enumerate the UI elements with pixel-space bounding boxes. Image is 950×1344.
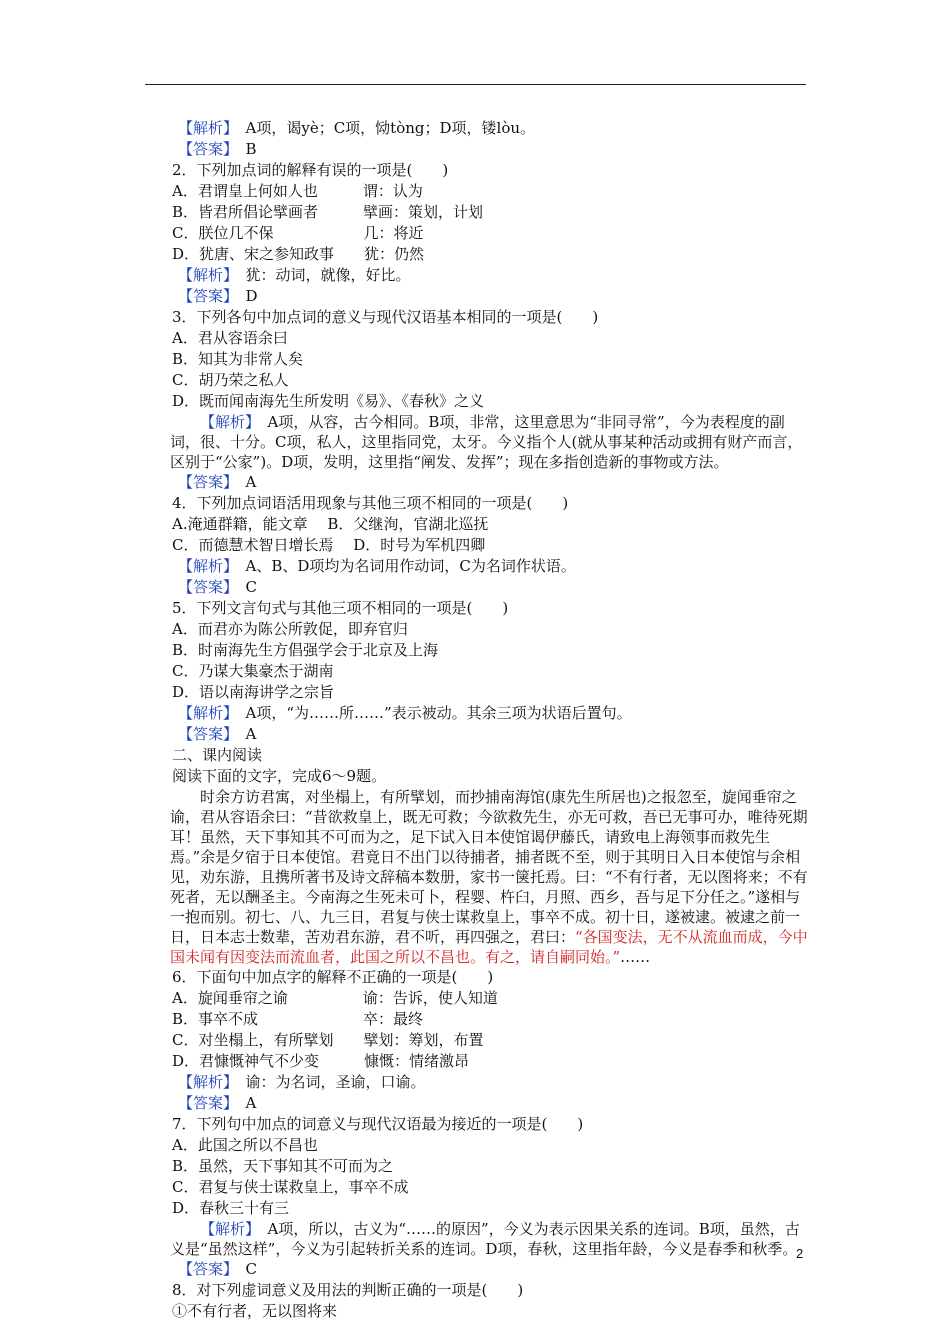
analysis-6: 【解析】 谕：为名词，圣谕，口谕。 bbox=[178, 1073, 426, 1091]
q4-options-ab: A.淹通群籍，能文章 B．父继洵，官湖北巡抚 bbox=[172, 515, 489, 533]
answer-4: 【答案】 C bbox=[178, 578, 257, 596]
analysis-2: 【解析】 犹：动词，就像，好比。 bbox=[178, 266, 411, 284]
q7-option-c: C．君复与侠士谋救皇上，事卒不成 bbox=[172, 1178, 409, 1196]
q6-option-c: C．对坐榻上，有所擘划 擘划：筹划，布置 bbox=[172, 1031, 484, 1049]
q6-option-d: D．君慷慨神气不少变 慷慨：情绪激昂 bbox=[172, 1052, 470, 1070]
reading-passage: 时余方访君寓，对坐榻上，有所擘划，而抄捕南海馆(康先生所居也)之报忽至，旋闻垂帘之谕，君从容语余曰：“昔欲救皇上，既无可救；今欲救先生，亦无可救，吾已无事可办，唯待死期耳！虽然，天下事知其不可而为之，足下试入日本使馆谒伊藤氏，请致电上海领事而救先生焉。”余是夕宿于日本使馆。君竟日不出门以待捕者，捕者既不至，则于其明日入日本使馆与余相见，劝东游，且携所著书及诗文辞稿本数册，家书一箧托焉。曰：“不有行者，无以图将来；不有死者，无以酬圣主。今南海之生死未可卜，程婴、杵臼，月照、西乡，吾与足下分任之。”遂相与一抱而别。初七、八、九三日，君复与侠士谋救皇上，事卒不成。初十日，遂被逮。被逮之前一日，日本志士数辈，苦劝君东游，君不听，再四强之，君曰：“各国变法，无不从流血而成，今中国未闻有因变法而流血者，此国之所以不昌也。有之，请自嗣同始。”…… bbox=[170, 788, 808, 966]
question-4: 4．下列加点词语活用现象与其他三项不相同的一项是( ) bbox=[172, 494, 569, 512]
question-2: 2．下列加点词的解释有误的一项是( ) bbox=[172, 161, 449, 179]
reading-instruction: 阅读下面的文字，完成6～9题。 bbox=[172, 767, 387, 785]
q5-option-a: A．而君亦为陈公所敦促，即弃官归 bbox=[172, 620, 408, 638]
q8-item-1: ①不有行者，无以图将来 bbox=[172, 1302, 338, 1320]
answer-3: 【答案】 A bbox=[178, 473, 257, 491]
q2-option-a: A．君谓皇上何如人也 谓：认为 bbox=[172, 182, 423, 200]
passage-highlight: “各国变法，无不从流血而成，今中国未闻有因变法而流血者，此国之所以不昌也。有之，请自嗣同始。” bbox=[170, 928, 808, 966]
answer-5: 【答案】 A bbox=[178, 725, 257, 743]
q2-option-d: D．犹唐、宋之参知政事 犹：仍然 bbox=[172, 245, 425, 263]
analysis-5: 【解析】 A项，“为……所……”表示被动。其余三项为状语后置句。 bbox=[178, 704, 632, 722]
q3-option-c: C．胡乃荣之私人 bbox=[172, 371, 289, 389]
question-7: 7．下列句中加点的词意义与现代汉语最为接近的一项是( ) bbox=[172, 1115, 584, 1133]
page-number: 2 bbox=[796, 1246, 804, 1261]
question-5: 5．下列文言句式与其他三项不相同的一项是( ) bbox=[172, 599, 509, 617]
analysis-1: 【解析】 A项，谒yè；C项，恸tòng；D项，镂lòu。 bbox=[178, 119, 536, 137]
answer-2: 【答案】 D bbox=[178, 287, 258, 305]
q5-option-b: B．时南海先生方倡强学会于北京及上海 bbox=[172, 641, 439, 659]
q4-options-cd: C．而德慧术智日增长焉 D．时号为军机四卿 bbox=[172, 536, 486, 554]
q3-option-a: A．君从容语余曰 bbox=[172, 329, 288, 347]
document-body bbox=[172, 118, 812, 1322]
q6-option-b: B．事卒不成 卒：最终 bbox=[172, 1010, 424, 1028]
header-rule bbox=[145, 84, 806, 85]
answer-1: 【答案】 B bbox=[178, 140, 257, 158]
section-heading: 二、课内阅读 bbox=[172, 746, 263, 764]
q6-option-a: A．旋闻垂帘之谕 谕：告诉，使人知道 bbox=[172, 989, 498, 1007]
question-3: 3．下列各句中加点词的意义与现代汉语基本相同的一项是( ) bbox=[172, 308, 599, 326]
q3-option-b: B．知其为非常人矣 bbox=[172, 350, 304, 368]
q3-option-d: D．既而闻南海先生所发明《易》、《春秋》之义 bbox=[172, 392, 485, 410]
answer-6: 【答案】 A bbox=[178, 1094, 257, 1112]
analysis-7: 【解析】 A项，所以，古义为“……的原因”，今义为表示因果关系的连词。B项，虽然，古义是“虽然这样”，今义为引起转折关系的连词。D项，春秋，这里指年龄，今义是春季和秋季。 bbox=[170, 1220, 800, 1258]
q7-option-a: A．此国之所以不昌也 bbox=[172, 1136, 318, 1154]
analysis-4: 【解析】 A、B、D项均为名词用作动词，C为名词作状语。 bbox=[178, 557, 576, 575]
q5-option-c: C．乃谋大集豪杰于湖南 bbox=[172, 662, 334, 680]
question-8: 8．对下列虚词意义及用法的判断正确的一项是( ) bbox=[172, 1281, 524, 1299]
q7-option-d: D．春秋三十有三 bbox=[172, 1199, 290, 1217]
q2-option-c: C．朕位几不保 几：将近 bbox=[172, 224, 424, 242]
q5-option-d: D．语以南海讲学之宗旨 bbox=[172, 683, 335, 701]
q2-option-b: B．皆君所倡论擘画者 擘画：策划，计划 bbox=[172, 203, 484, 221]
q7-option-b: B．虽然，天下事知其不可而为之 bbox=[172, 1157, 394, 1175]
answer-7: 【答案】 C bbox=[178, 1260, 257, 1278]
analysis-3: 【解析】 A项，从容，古今相同。B项，非常，这里意思为“非同寻常”，今为表程度的副词，很、十分。C项，私人，这里指同党，太牙。今义指个人(就从事某种活动或拥有财产而言，区别于“公家”)。D项，发明，这里指“阐发、发挥”；现在多指创造新的事物或方法。 bbox=[170, 413, 803, 471]
question-6: 6．下面句中加点字的解释不正确的一项是( ) bbox=[172, 968, 494, 986]
